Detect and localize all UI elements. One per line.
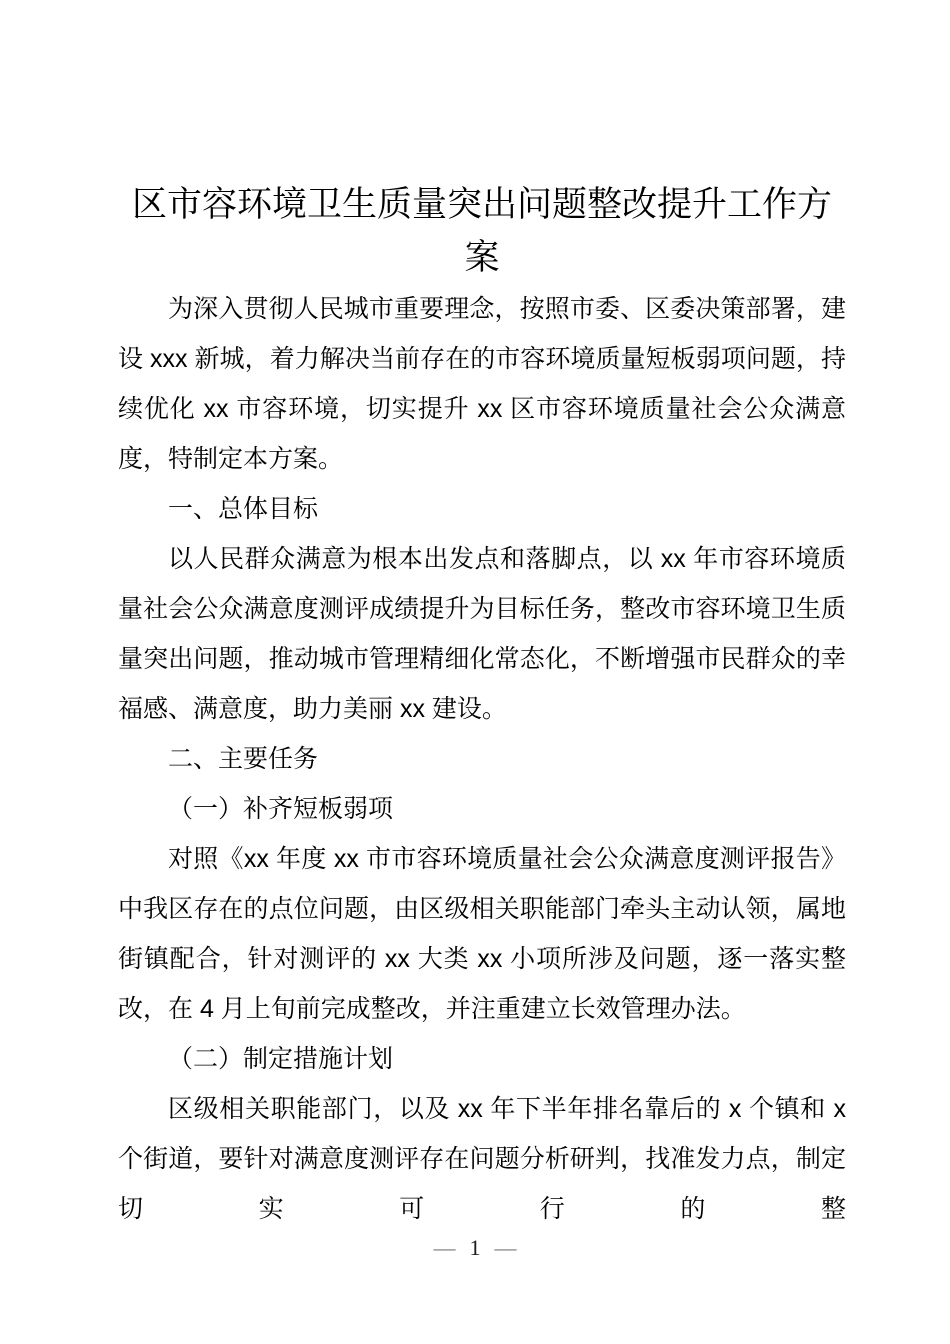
page-footer [0, 1234, 950, 1262]
page-number: 1 [469, 1235, 481, 1260]
document-title: 区市容环境卫生质量突出问题整改提升工作方案 [131, 185, 832, 277]
document-body [118, 178, 846, 1234]
subheading-task-2: （二）制定措施计划 [168, 1045, 394, 1073]
paragraph-task-1: 对照《xx 年度 xx 市市容环境质量社会公众满意度测评报告》中我区存在的点位问题，由区级相关职能部门牵头主动认领，属地街镇配合，针对测评的 xx 大类 xx 小项所涉及问题，逐一落实整改，在 4 月上旬前完成整改，并注重建立长效管理办法。 [118, 845, 846, 1023]
paragraph-task-2: 区级相关职能部门，以及 xx 年下半年排名靠后的 x 个镇和 x 个街道，要针对满意度测评存在问题分析研判，找准发力点，制定切实可行的整 [118, 1095, 846, 1223]
footer-dash-right: — [494, 1235, 517, 1260]
heading-overall-goal: 一、总体目标 [168, 495, 319, 523]
heading-main-tasks: 二、主要任务 [168, 745, 319, 773]
paragraph-overall-goal: 以人民群众满意为根本出发点和落脚点，以 xx 年市容环境质量社会公众满意度测评成绩提升为目标任务，整改市容环境卫生质量突出问题，推动城市管理精细化常态化，不断增强市民群众的幸福感、满意度，助力美丽 xx 建设。 [118, 545, 846, 723]
paragraph-intro: 为深入贯彻人民城市重要理念，按照市委、区委决策部署，建设 xxx 新城，着力解决当前存在的市容环境质量短板弱项问题，持续优化 xx 市容环境，切实提升 xx 区市容环境质量社会公众满意度，特制定本方案。 [118, 295, 846, 473]
footer-dash-left: — [433, 1235, 456, 1260]
subheading-task-1: （一）补齐短板弱项 [168, 795, 394, 823]
